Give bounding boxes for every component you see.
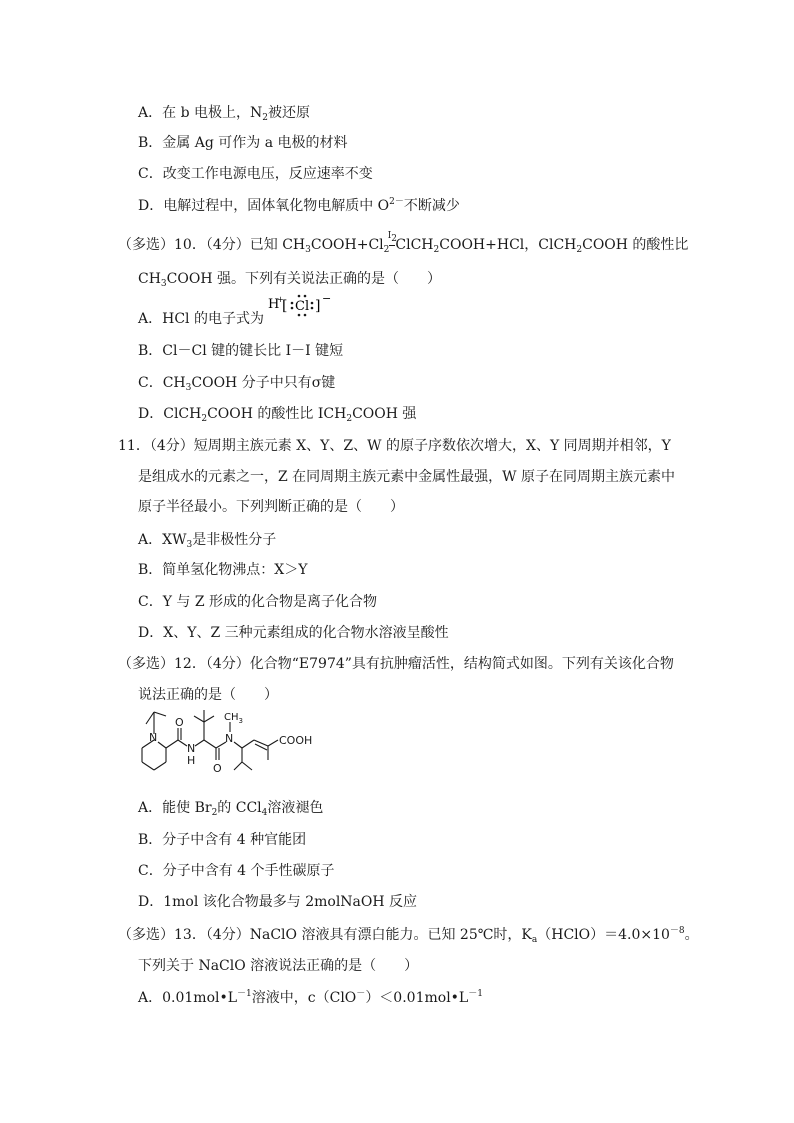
q11-option-b[interactable]: B．简单氢化物沸点：X＞Y: [138, 562, 308, 578]
q11-stem-line1: 11．（4分）短周期主族元素 X、Y、Z、W 的原子序数依次增大，X、Y 同周期并相邻，Y: [118, 438, 671, 454]
q12-option-c[interactable]: C．分子中含有 4 个手性碳原子: [138, 863, 335, 879]
q12-option-d[interactable]: D．1mol 该化合物最多与 2molNaOH 反应: [138, 894, 418, 910]
lewis-plus: +: [277, 295, 285, 304]
q9-option-c[interactable]: C．改变工作电源电压，反应速率不变: [138, 166, 373, 182]
struct-cooh: COOH: [279, 734, 313, 747]
q10-stem-line2: $CH_3COOH$ 强。下列有关说法正确的是（ ）: [138, 271, 441, 289]
q12-stem-line1: （多选）12．（4分）化合物“E7974”具有抗肿瘤活性，结构简式如图。下列有关该化合物: [118, 656, 674, 672]
q11-option-d[interactable]: D．X、Y、Z 三种元素组成的化合物水溶液呈酸性: [138, 625, 449, 641]
q10-stem-line1: （多选）10．（4分）已知 $CH_3COOH+Cl_2$ $I_2$ ClCH$_2$COOH+HCl，ClCH$_2$COOH 的酸性比: [118, 231, 689, 255]
lewis-cl: Cl: [295, 299, 310, 314]
q13-stem-line2: 下列关于 NaClO 溶液说法正确的是（ ）: [138, 958, 419, 974]
catalyst-arrow: $I_2$: [387, 231, 398, 244]
q9-option-d[interactable]: D．电解过程中，固体氧化物电解质中 $O^{2-}$不断减少: [138, 197, 460, 214]
struct-n-amide: N: [187, 742, 196, 755]
struct-o1: O: [175, 716, 184, 729]
q11-stem-line3: 原子半径最小。下列判断正确的是（ ）: [138, 499, 404, 515]
hcl-lewis-structure: [268, 294, 338, 330]
q13-option-a[interactable]: A．$0.01mol•L^{-1}$溶液中，$c(ClO^-)<0.01mol•L^{-1}$: [138, 989, 483, 1006]
struct-h: H: [187, 754, 196, 767]
struct-o2: O: [213, 762, 222, 775]
q10-option-a[interactable]: A．HCl 的电子式为 H + [ Cl ] −: [138, 308, 338, 330]
q11-option-a[interactable]: A．$XW_3$是非极性分子: [138, 532, 277, 550]
q11-stem-line2: 是组成水的元素之一，Z 在同周期主族元素中金属性最强，W 原子在同周期主族元素中: [138, 469, 676, 485]
q10-option-b[interactable]: B．Cl－Cl 键的键长比 I－I 键短: [138, 343, 344, 359]
q10-option-d[interactable]: D．ClCH$_2$COOH 的酸性比 $ICH_2COOH$ 强: [138, 406, 417, 424]
q11-option-c[interactable]: C．Y 与 Z 形成的化合物是离子化合物: [138, 594, 378, 610]
lewis-h: H: [268, 297, 280, 312]
q12-stem-line2: 说法正确的是（ ）: [138, 687, 278, 703]
q9-option-a[interactable]: A．在 b 电极上，$N_2$被还原: [138, 105, 310, 123]
lewis-bracket-right: ]: [315, 298, 321, 314]
q13-stem-line1: （多选）13．（4分）NaClO 溶液具有漂白能力。已知 25℃时，$K_a(HClO)=4.0\times 10^{-8}$。: [118, 926, 699, 945]
struct-n1: N: [149, 731, 158, 744]
e7974-structure-diagram: [138, 694, 328, 784]
q12-option-b[interactable]: B．分子中含有 4 种官能团: [138, 832, 307, 848]
struct-n2: N: [225, 732, 234, 745]
q10-option-c[interactable]: C．$CH_3COOH$ 分子中只有σ键: [138, 375, 336, 393]
lewis-minus: −: [322, 294, 332, 305]
q9-option-b[interactable]: B．金属 Ag 可作为 a 电极的材料: [138, 135, 348, 151]
q12-option-a[interactable]: A．能使 $Br_2$的 CCl$_4$溶液褪色: [138, 800, 324, 818]
lewis-bracket-left: [: [282, 298, 288, 314]
struct-ch3: $CH_3$: [224, 712, 243, 725]
